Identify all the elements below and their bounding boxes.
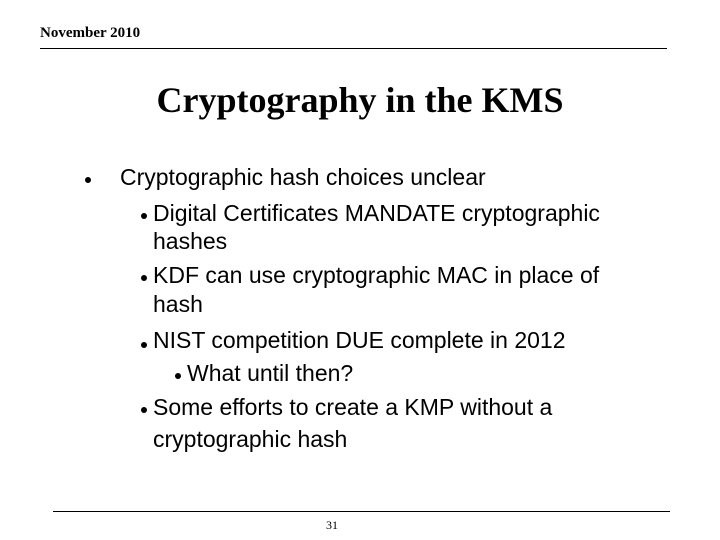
sub-sub-bullet-text: What until then? bbox=[187, 360, 354, 386]
sub-bullet-text-continued: cryptographic hash bbox=[153, 426, 348, 452]
header-date: November 2010 bbox=[40, 25, 141, 41]
sub-bullet-text: Digital Certificates MANDATE cryptographic bbox=[153, 200, 600, 226]
sub-bullet-text: Some efforts to create a KMP without a bbox=[153, 394, 553, 420]
sub-bullet-text-continued: hash bbox=[153, 291, 203, 317]
sub-bullet-text: NIST competition DUE complete in 2012 bbox=[153, 327, 566, 353]
sub-bullet-text-continued: hashes bbox=[153, 228, 228, 254]
slide-title: Cryptography in the KMS bbox=[156, 80, 564, 120]
bullet-dot-icon bbox=[85, 177, 91, 183]
bullet-text: Cryptographic hash choices unclear bbox=[120, 164, 486, 190]
footer-divider bbox=[53, 511, 670, 512]
sub-bullet-dot-icon bbox=[141, 407, 147, 413]
sub-bullet-dot-icon bbox=[141, 342, 147, 348]
page-number: 31 bbox=[326, 518, 338, 532]
sub-sub-bullet-dot-icon bbox=[175, 373, 181, 379]
sub-bullet-dot-icon bbox=[141, 275, 147, 281]
sub-bullet-text: KDF can use cryptographic MAC in place of bbox=[153, 262, 600, 288]
sub-bullet-dot-icon bbox=[141, 213, 147, 219]
